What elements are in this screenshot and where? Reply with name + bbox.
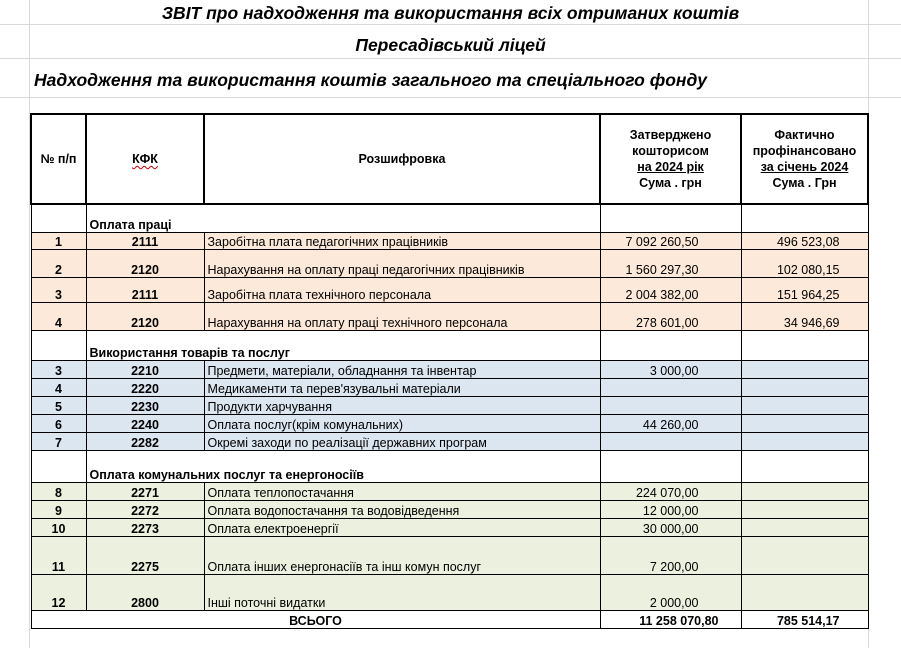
table-row: 7 2282 Окремі заходи по реалізації державних програм [31,432,868,450]
school-name: Пересадівський ліцей [355,35,546,55]
section-row [31,204,868,232]
table-row: 11 2275 Оплата інших енергонасіїв та інш комун послуг 7 200,00 [31,536,868,574]
header-kfk: КФК [86,114,204,204]
table-row: 3 2111 Заробітна плата технічного персонала 2 004 382,00 151 964,25 [31,277,868,302]
table-row: 4 2120 Нарахування на оплату праці технічного персонала 278 601,00 34 946,69 [31,302,868,330]
header-num: № п/п [31,114,86,204]
report-title: ЗВІТ про надходження та використання всіх отриманих коштів [161,3,740,23]
table-row: 6 2240 Оплата послуг(крім комунальних) 44 260,00 [31,414,868,432]
section-label-utilities: Оплата комунальних послуг та енергоносіїв [86,450,600,482]
table-row: 1 2111 Заробітна плата педагогічних працівників 7 092 260,50 496 523,08 [31,232,868,249]
section-label-goods: Використання товарів та послуг [86,330,600,360]
header-description: Розшифровка [204,114,600,204]
total-actual: 785 514,17 [741,610,868,628]
table-row: 2 2120 Нарахування на оплату праці педагогічних працівників 1 560 297,30 102 080,15 [31,249,868,277]
report-subtitle: Надходження та використання коштів загального та спеціального фонду [34,70,707,90]
table-row: 8 2271 Оплата теплопостачання 224 070,00 [31,482,868,500]
section-row [31,450,868,482]
header-actual: Фактично профінансовано за січень 2024 Сума . Грн [741,114,868,204]
table-row: 5 2230 Продукти харчування [31,396,868,414]
table-row: 12 2800 Інші поточні видатки 2 000,00 [31,574,868,610]
section-row [31,330,868,360]
total-label: ВСЬОГО [31,610,600,628]
table-header-row [31,114,868,204]
budget-table [30,113,869,629]
header-approved: Затверджено кошторисом на 2024 рік Сума . грн [600,114,741,204]
table-row: 10 2273 Оплата електроенергії 30 000,00 [31,518,868,536]
total-approved: 11 258 070,80 [600,610,741,628]
table-row: 9 2272 Оплата водопостачання та водовідведення 12 000,00 [31,500,868,518]
total-row [31,610,868,628]
table-row: 3 2210 Предмети, матеріали, обладнання та інвентар 3 000,00 [31,360,868,378]
table-row: 4 2220 Медикаменти та перев'язувальні матеріали [31,378,868,396]
section-label-salary: Оплата праці [86,204,600,232]
